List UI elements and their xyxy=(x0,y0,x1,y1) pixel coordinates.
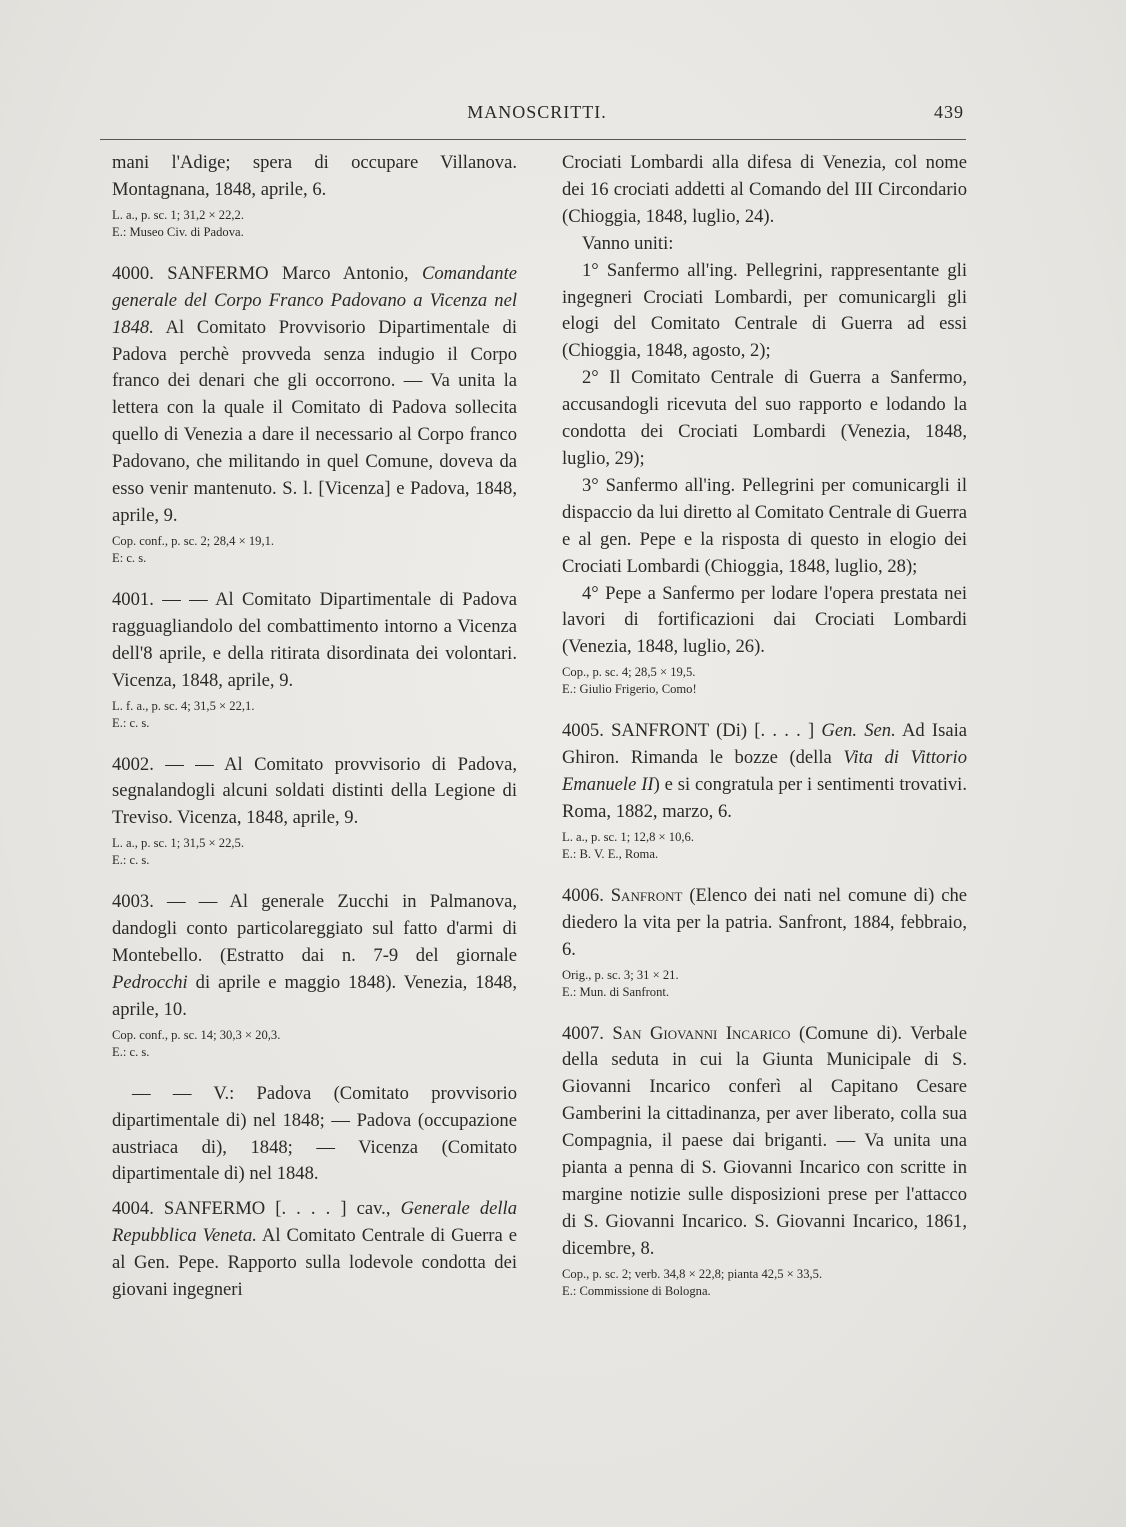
attachment-item: 1° Sanfermo all'ing. Pellegrini, rappresentante gli ingegneri Crociati Lombardi, per comunicargli gli elogi del Comitato Centrale di Guerra ad essi (Chioggia, 1848, agosto, 2); xyxy=(562,259,967,362)
entry-note: E.: c. s. xyxy=(112,715,150,730)
attachments-intro: Vanno uniti: xyxy=(582,232,674,254)
page-number: 439 xyxy=(934,102,964,122)
cross-reference: — — V.: Padova (Comitato provvisorio dipartimentale di) nel 1848; — Padova (occupazione austriaca di), 1848; — Vicenza (Comitato dipartimentale di) nel 1848. xyxy=(112,1082,517,1185)
entry-note: Orig., p. sc. 3; 31 × 21. xyxy=(562,967,679,982)
entry-note: E: c. s. xyxy=(112,550,147,565)
entry-number: 4005. xyxy=(562,720,604,742)
entry-number: 4000. xyxy=(112,262,154,284)
entry-note: E.: B. V. E., Roma. xyxy=(562,846,659,861)
entry-note: E.: Giulio Frigerio, Como! xyxy=(562,682,697,697)
entry-note: E.: Commissione di Bologna. xyxy=(562,1283,711,1298)
entry-note: E.: c. s. xyxy=(112,1044,150,1059)
entry-body: ) e si congratula per i sentimenti trovativi. Roma, 1882, marzo, 6. xyxy=(562,774,967,822)
right-column xyxy=(562,150,967,1300)
entry-author: SANFERMO Marco Antonio, xyxy=(167,262,409,284)
entry-number: 4003. xyxy=(112,891,154,913)
attachment-item: 2° Il Comitato Centrale di Guerra a Sanfermo, accusandogli ricevuta del suo rapporto e lodando la condotta dei Crociati Lombardi (Venezia, 1848, luglio, 29); xyxy=(562,367,967,469)
entry-note: L. a., p. sc. 1; 31,2 × 22,2. xyxy=(112,207,244,222)
entry-body: — — Al Comitato provvisorio di Padova, segnalandogli alcuni soldati distinti della Legione di Treviso. Vicenza, 1848, aprile, 9. xyxy=(112,753,517,829)
header-rule xyxy=(100,139,966,140)
left-column xyxy=(112,150,517,1304)
entry-body: di aprile e maggio 1848). Venezia, 1848, aprile, 10. xyxy=(112,971,517,1020)
journal-title: Pedrocchi xyxy=(112,971,188,993)
entry-number: 4006. xyxy=(562,884,604,906)
entry-author-title: Generale della Repubblica Veneta. xyxy=(112,1198,517,1247)
entry-number: 4007. xyxy=(562,1022,604,1044)
entry-4001 xyxy=(112,587,517,695)
entry-author-title: Comandante generale del Corpo Franco Padovano a Vicenza nel 1848. xyxy=(112,262,517,338)
continuation-text: Crociati Lombardi alla difesa di Venezia, col nome dei 16 crociati addetti al Comando del III Circondario (Chioggia, 1848, luglio, 24). xyxy=(562,152,967,227)
entry-body: Ad Isaia Ghiron. Rimanda le bozze (della xyxy=(562,720,967,769)
entry-note: E.: Museo Civ. di Padova. xyxy=(112,224,244,239)
entry-4007 xyxy=(562,1021,967,1263)
entry-author-title: Gen. Sen. xyxy=(821,720,896,742)
entry-body: — — Al generale Zucchi in Palmanova, dandogli conto particolareggiato sul fatto d'armi di Montebello. (Estratto dai n. 7-9 del giornale xyxy=(112,891,517,967)
entry-4003 xyxy=(112,889,517,1024)
attachment-item: 4° Pepe a Sanfermo per lodare l'opera prestata nei lavori di fortificazioni dai Crociati Lombardi (Venezia, 1848, luglio, 26). xyxy=(562,582,967,658)
entry-author: San Giovanni Incarico xyxy=(612,1022,791,1044)
entry-4004 xyxy=(112,1196,517,1304)
entry-body: (Comune di). Verbale della seduta in cui la Giunta Municipale di S. Giovanni Incarico conferì al Capitano Cesare Gamberini la cittadinanza, per aver liberato, colla sua Compagnia, il paese dai briganti. — Va unita una pianta a penna di S. Giovanni Incarico con scritte in margine notizie sulle disposizioni prese per l'attacco di S. Giovanni Incarico. S. Giovanni Incarico, 1861, dicembre, 8. xyxy=(562,1022,967,1259)
header-title: MANOSCRITTI. xyxy=(467,102,607,122)
entry-body: — — Al Comitato Dipartimentale di Padova ragguagliandolo del combattimento intorno a Vicenza dell'8 aprile, e della ritirata disordinata dei volontari. Vicenza, 1848, aprile, 9. xyxy=(112,588,517,691)
entry-note: L. a., p. sc. 1; 12,8 × 10,6. xyxy=(562,829,694,844)
entry-note: Cop., p. sc. 4; 28,5 × 19,5. xyxy=(562,665,696,680)
entry-note: E.: c. s. xyxy=(112,853,150,868)
entry-number: 4004. xyxy=(112,1198,154,1220)
running-header xyxy=(110,102,964,128)
entry-note: Cop., p. sc. 2; verb. 34,8 × 22,8; pianta 42,5 × 33,5. xyxy=(562,1266,823,1281)
entry-4005 xyxy=(562,718,967,826)
entry-note: E.: Mun. di Sanfront. xyxy=(562,984,670,999)
entry-author: SANFERMO [. . . . ] cav., xyxy=(163,1198,391,1220)
entry-note: L. a., p. sc. 1; 31,5 × 22,5. xyxy=(112,836,244,851)
entry-note: Cop. conf., p. sc. 14; 30,3 × 20,3. xyxy=(112,1027,281,1042)
entry-body: (Elenco dei nati nel comune di) che diedero la vita per la patria. Sanfront, 1884, febbraio, 6. xyxy=(562,884,967,960)
entry-number: 4002. xyxy=(112,753,154,775)
entry-number: 4001. xyxy=(112,588,154,610)
entry-body: Al Comitato Centrale di Guerra e al Gen. Pepe. Rapporto sulla lodevole condotta dei giovani ingegneri xyxy=(112,1225,518,1301)
entry-4006 xyxy=(562,883,967,964)
entry-author: SANFRONT (Di) [. . . . ] xyxy=(611,720,815,742)
entry-4002 xyxy=(112,752,517,833)
entry-4000 xyxy=(112,261,517,530)
attachment-item: 3° Sanfermo all'ing. Pellegrini per comunicargli il dispaccio da lui diretto al Comitato Centrale di Guerra e al gen. Pepe e la risposta di questo in elogio dei Crociati Lombardi (Chioggia, 1848, luglio, 28); xyxy=(562,474,967,577)
entry-note: Cop. conf., p. sc. 2; 28,4 × 19,1. xyxy=(112,533,275,548)
entry-note: L. f. a., p. sc. 4; 31,5 × 22,1. xyxy=(112,698,255,713)
entry-author: Sanfront xyxy=(610,884,683,906)
book-title: Vita di Vittorio Emanuele II xyxy=(562,747,967,796)
entry-body: Al Comitato Provvisorio Dipartimentale di Padova perchè provveda senza indugio il Corpo franco dei denari che gli occorrono. — Va unita la lettera con la quale il Comitato di Padova sollecita quello di Venezia a dare il necessario al Corpo franco Padovano, che militando in quel Comune, doveva da esso venir mantenuto. S. l. [Vicenza] e Padova, 1848, aprile, 9. xyxy=(112,316,518,526)
continuation-text: mani l'Adige; spera di occupare Villanova. Montagnana, 1848, aprile, 6. xyxy=(112,152,517,200)
